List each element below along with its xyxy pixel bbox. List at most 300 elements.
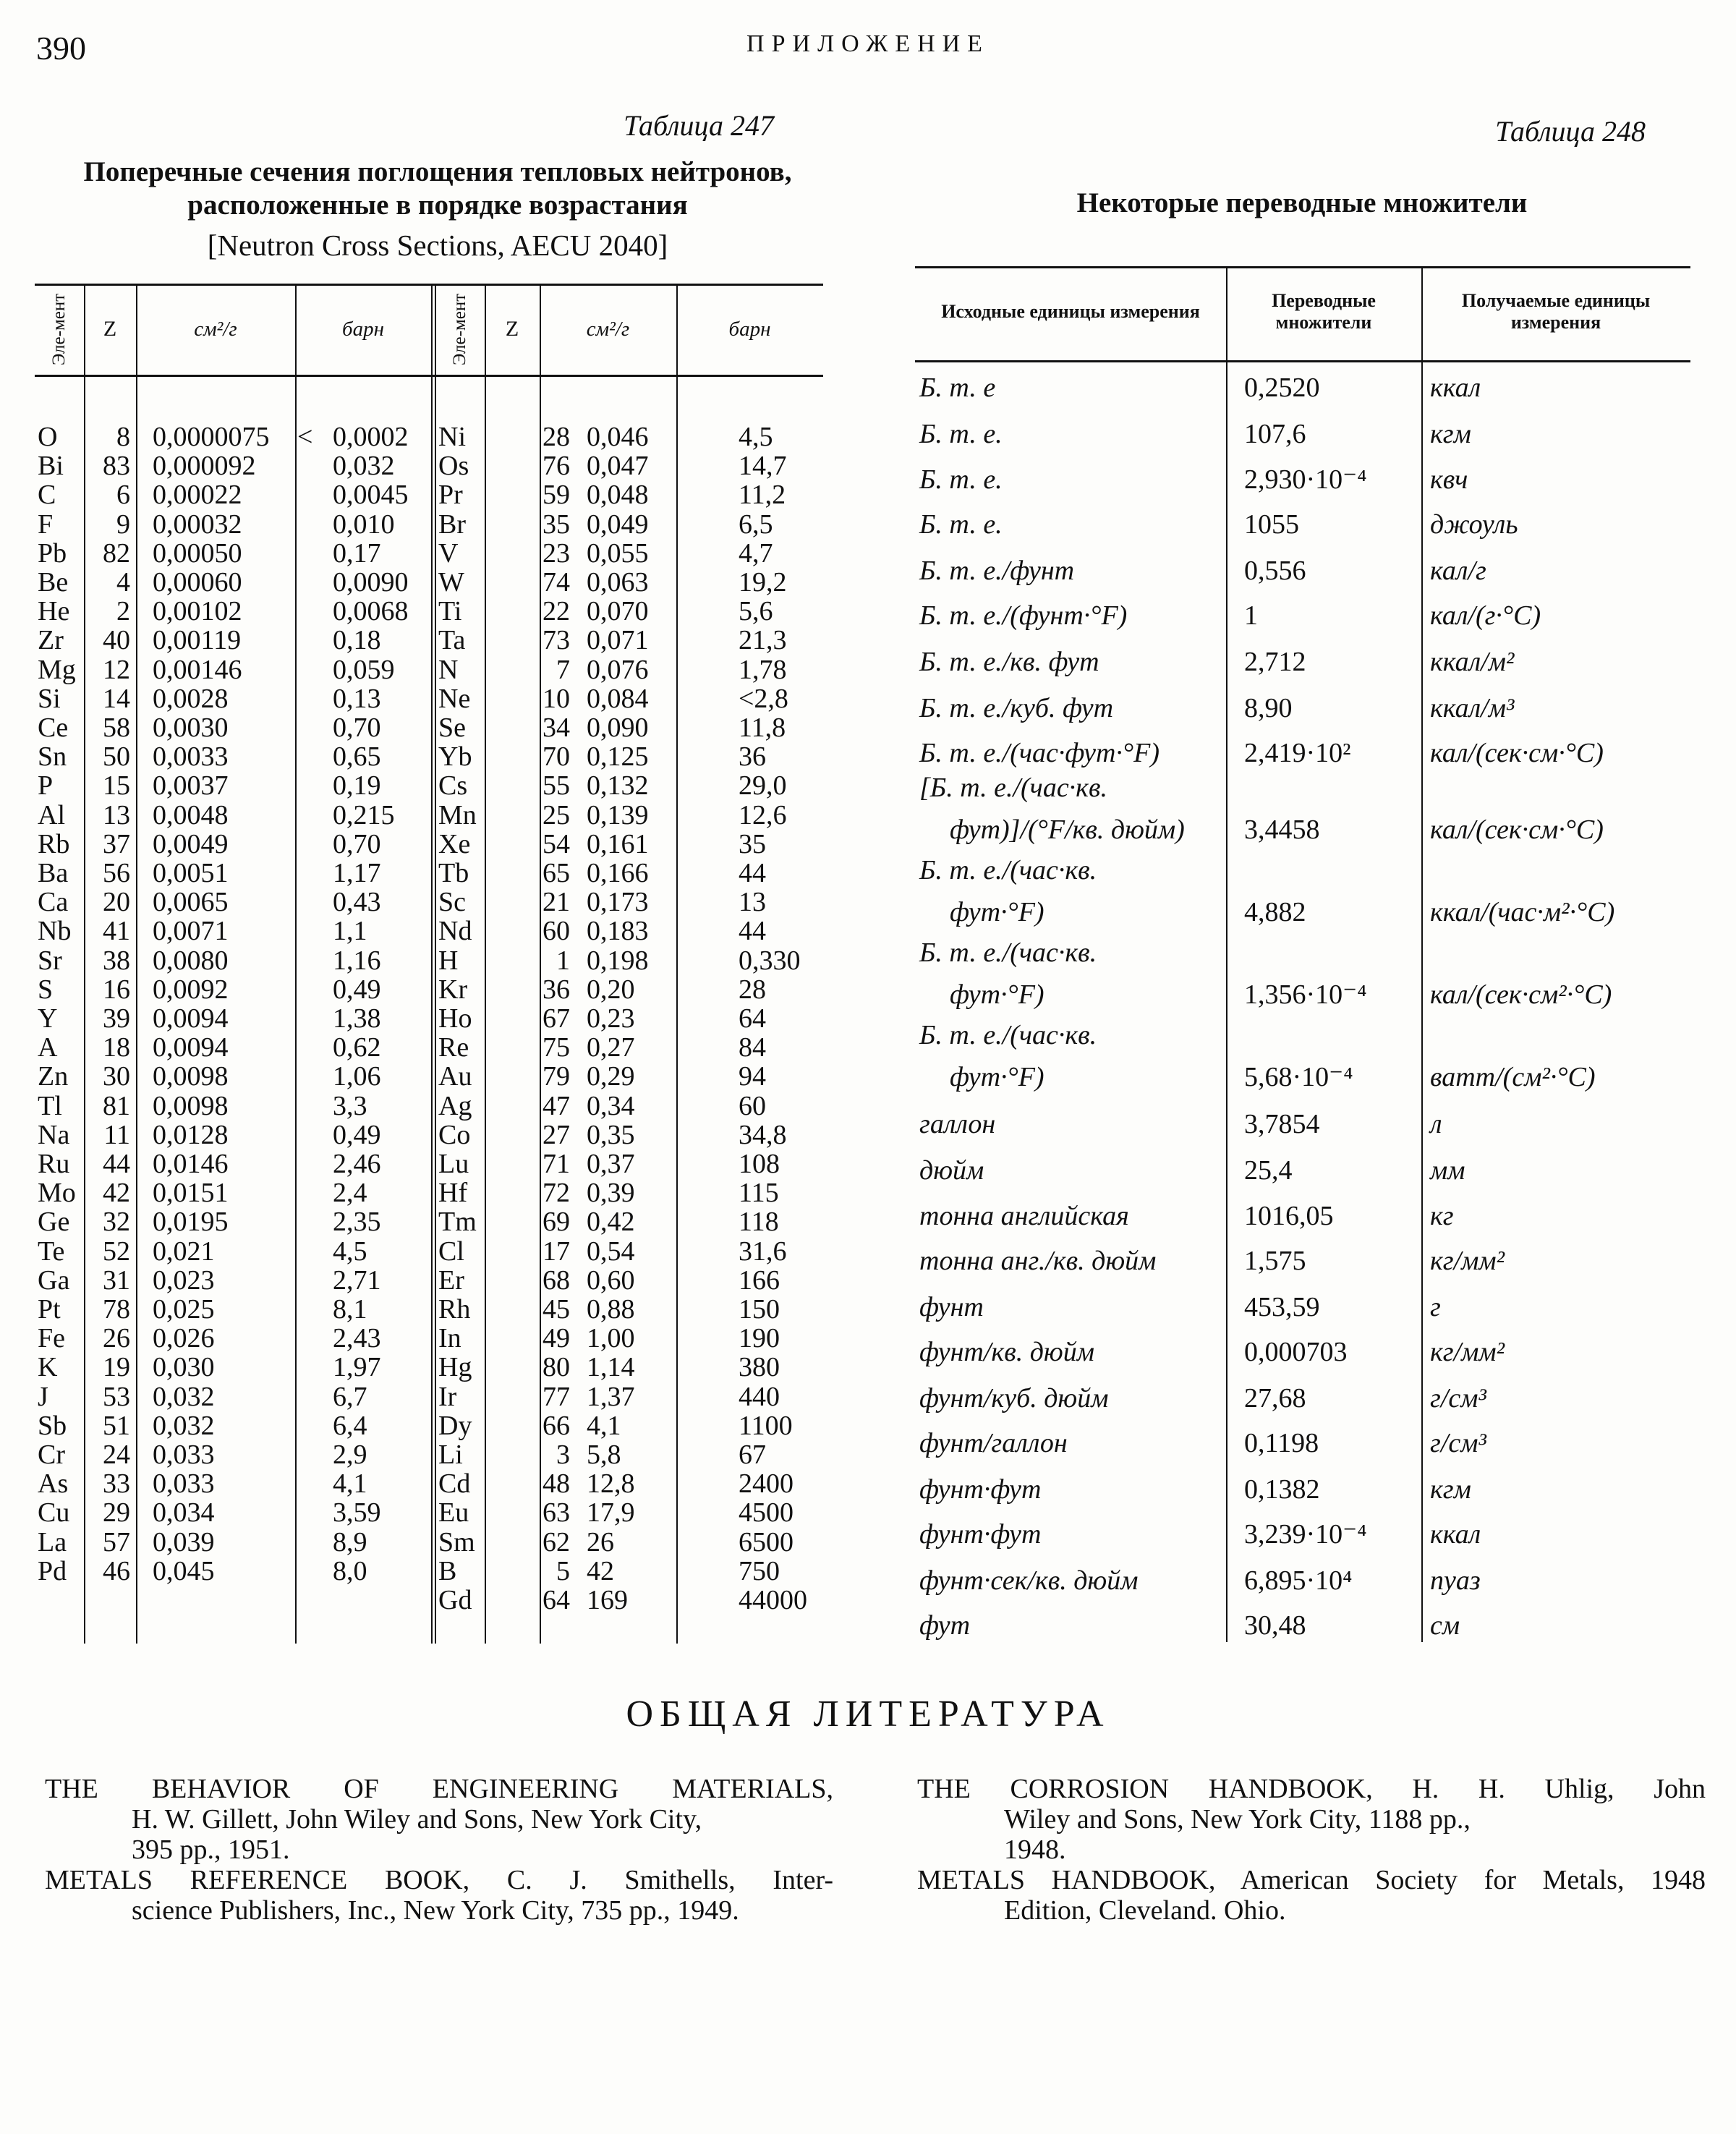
table-247-title-line2: расположенные в порядке возрастания [187,190,688,221]
barn-cell: 35 [739,828,766,859]
table-row [35,1440,823,1469]
table-247-title-line1: Поперечные сечения поглощения тепловых нейтронов, [83,156,792,187]
barn-cell: <2,8 [739,683,788,714]
z-cell: 15 [103,770,130,802]
element-cell: P [38,770,54,802]
element-cell: Co [438,1119,471,1150]
element-cell: Mo [38,1178,76,1209]
factor-cell: 0,1382 [1244,1474,1320,1505]
barn-cell: 0,0002 [333,422,409,452]
cm2g-cell: 0,00022 [153,480,242,511]
cm2g-cell: 4,1 [587,1410,621,1441]
z-cell: 49 [542,1323,570,1354]
z-cell: 70 [542,741,570,773]
factor-cell: 1,575 [1244,1246,1306,1276]
z-cell: 45 [542,1294,570,1325]
z-cell: 57 [103,1526,130,1557]
factor-cell: 0,000703 [1244,1337,1348,1367]
element-cell: Na [38,1119,70,1150]
element-cell: Ti [438,596,462,627]
cm2g-cell: 0,35 [587,1119,635,1150]
element-cell: Rh [438,1294,471,1325]
z-cell: 17 [542,1236,570,1267]
cm2g-cell: 0,0030 [153,713,229,743]
element-cell: Se [438,713,466,743]
z-cell: 9 [116,509,130,540]
header-barn: барн [342,317,384,341]
z-cell: 40 [103,625,130,656]
table-247-source: [Neutron Cross Sections, AECU 2040] [207,229,668,262]
element-cell: Re [438,1032,469,1063]
table-row [35,1469,823,1498]
table-row [35,1353,823,1382]
cm2g-cell: 0,0000075 [153,422,270,452]
factor-cell: 0,1198 [1244,1428,1319,1458]
z-cell: 74 [542,567,570,598]
barn-cell: 6,7 [333,1381,367,1412]
barn-cell: 4500 [739,1497,793,1529]
cm2g-cell: 0,00050 [153,537,242,569]
table-row [35,859,823,888]
z-cell: 24 [103,1440,130,1470]
barn-cell: 44 [739,916,766,947]
cm2g-cell: 0,063 [587,567,649,598]
barn-cell: 8,9 [333,1526,367,1557]
z-cell: 13 [103,799,130,830]
element-cell: Zn [38,1061,69,1092]
barn-cell: 0,13 [333,683,381,714]
cm2g-cell: 26 [587,1526,614,1557]
cm2g-cell: 0,084 [587,683,649,714]
cm2g-cell: 0,00102 [153,596,242,627]
source-unit-cell: фунт/кв. дюйм [919,1337,1094,1367]
cm2g-cell: 0,60 [587,1264,635,1296]
barn-cell: 3,3 [333,1090,367,1121]
z-cell: 14 [103,683,130,714]
barn-cell: 34,8 [739,1119,787,1150]
barn-cell: 11,2 [739,480,786,511]
cm2g-cell: 42 [587,1555,614,1586]
z-cell: 11 [103,1119,130,1150]
result-unit-cell: кал/(г·°C) [1430,600,1541,631]
table-row [35,510,823,539]
z-cell: 47 [542,1090,570,1121]
barn-cell: 0,17 [333,537,381,569]
header-result-units: Получаемые единицы измерения [1461,289,1651,333]
result-unit-cell: кал/г [1430,556,1486,586]
z-cell: 54 [542,828,570,859]
element-cell: J [38,1381,48,1412]
cm2g-cell: 0,166 [587,858,649,888]
factor-cell: 0,2520 [1244,373,1320,403]
z-cell: 71 [542,1149,570,1179]
element-cell: Os [438,451,469,482]
element-cell: Cd [438,1468,471,1500]
barn-cell: 0,70 [333,828,381,859]
reference-line: Wiley and Sons, New York City, 1188 pp., [1004,1804,1471,1835]
factor-cell: 1016,05 [1244,1201,1334,1231]
cm2g-cell: 0,161 [587,828,649,859]
result-unit-cell: джоуль [1430,509,1518,540]
header-element-2: Эле-мент [450,293,470,365]
reference-line: THE CORROSION HANDBOOK, H. H. Uhlig, John [917,1774,1706,1804]
source-unit-cell: тонна анг./кв. дюйм [919,1246,1157,1276]
z-cell: 23 [542,537,570,569]
table-row [35,1121,823,1149]
cm2g-cell: 0,0098 [153,1061,229,1092]
element-cell: Au [438,1061,472,1092]
table-row [35,626,823,655]
cm2g-cell: 5,8 [587,1440,621,1470]
cm2g-cell: 0,42 [587,1207,635,1238]
cm2g-cell: 0,000092 [153,451,256,482]
factor-cell: 2,712 [1244,647,1306,677]
element-cell: Ir [438,1381,457,1412]
z-cell: 68 [542,1264,570,1296]
header-element: Эле-мент [49,293,69,365]
z-cell: 39 [103,1003,130,1034]
source-unit-cell: фунт/галлон [919,1428,1068,1458]
table-row [35,1411,823,1440]
element-cell: Li [438,1440,463,1470]
factor-cell: 107,6 [1244,419,1306,449]
source-unit-cell: [Б. т. е./(час·кв. [919,773,1107,803]
barn-cell: 2,9 [333,1440,367,1470]
source-unit-cell: галлон [919,1109,996,1139]
element-cell: Er [438,1264,464,1296]
cm2g-cell: 0,049 [587,509,649,540]
cm2g-cell: 0,132 [587,770,649,802]
factor-cell: 8,90 [1244,693,1293,723]
element-cell: Ca [38,887,69,918]
z-cell: 65 [542,858,570,888]
result-unit-cell: см [1430,1610,1460,1641]
table-248-label: Таблица 248 [1495,115,1646,148]
page-number: 390 [36,30,86,67]
element-cell: H [438,945,459,976]
barn-cell: 0,43 [333,887,381,918]
barn-cell: 0,19 [333,770,381,802]
table-row [35,1207,823,1236]
element-cell: Sr [38,945,62,976]
cm2g-cell: 0,29 [587,1061,635,1092]
z-cell: 25 [542,799,570,830]
barn-cell: 12,6 [739,799,787,830]
cm2g-cell: 0,39 [587,1178,635,1209]
source-unit-cell: фут [919,1610,971,1641]
cm2g-cell: 0,090 [587,713,649,743]
source-unit-cell: Б. т. е./(фунт·°F) [919,600,1128,631]
factor-cell: 453,59 [1244,1292,1320,1322]
element-cell: Zr [38,625,64,656]
z-cell: 72 [542,1178,570,1209]
cm2g-cell: 0,23 [587,1003,635,1034]
barn-cell: 108 [739,1149,780,1179]
cm2g-cell: 0,00119 [153,625,242,656]
z-cell: 82 [103,537,130,569]
barn-cell: 1,1 [333,916,367,947]
table-row [35,480,823,509]
barn-cell: 0,0090 [333,567,409,598]
table-row [35,1266,823,1295]
factor-cell: 3,7854 [1244,1109,1320,1139]
table-247-title [22,156,854,222]
element-cell: Br [438,509,466,540]
table-row [35,568,823,597]
element-cell: Fe [38,1323,65,1354]
table-header-rule [915,360,1690,362]
barn-cell: 6500 [739,1526,793,1557]
cm2g-cell: 0,27 [587,1032,635,1063]
cm2g-cell: 1,00 [587,1323,635,1354]
barn-cell: 5,6 [739,596,773,627]
source-unit-cell: фунт·фут [919,1474,1042,1505]
z-cell: 8 [116,422,130,452]
table-row [35,1149,823,1178]
cm2g-cell: 0,0080 [153,945,229,976]
barn-cell: 0,49 [333,1119,381,1150]
barn-cell: 44000 [739,1585,807,1615]
reference-line: 395 pp., 1951. [132,1835,290,1865]
table-row [35,946,823,975]
element-cell: Ga [38,1264,70,1296]
source-unit-cell: тонна английская [919,1201,1129,1231]
barn-cell: 28 [739,974,766,1005]
element-cell: Te [38,1236,65,1267]
table-row [35,1033,823,1062]
z-cell: 59 [542,480,570,511]
element-cell: Ne [438,683,471,714]
source-unit-cell-cont: фут·°F) [950,1062,1044,1092]
element-cell: O [38,422,58,452]
cm2g-cell: 0,00146 [153,654,242,685]
element-cell: Hg [438,1352,472,1383]
factor-cell: 0,556 [1244,556,1306,586]
table-header-rule [35,375,823,377]
z-cell: 22 [542,596,570,627]
factor-cell: 2,419·10² [1244,738,1351,768]
element-cell: Sm [438,1526,475,1557]
barn-cell: 13 [739,887,766,918]
cm2g-cell: 0,00060 [153,567,242,598]
element-cell: Al [38,799,65,830]
reference-line: H. W. Gillett, John Wiley and Sons, New York City, [132,1804,702,1835]
source-unit-cell: фунт [919,1292,984,1322]
table-row [35,801,823,830]
result-unit-cell: ккал/м² [1430,647,1515,677]
z-cell: 69 [542,1207,570,1238]
barn-cell: 0,0068 [333,596,409,627]
source-unit-cell: Б. т. е./(час·кв. [919,855,1097,885]
z-cell: 29 [103,1497,130,1529]
header-z-2: Z [505,317,519,341]
reference-line: 1948. [1004,1835,1066,1865]
element-cell: Tm [438,1207,477,1238]
table-row [35,539,823,568]
cm2g-cell: 0,034 [153,1497,215,1529]
element-cell: Y [38,1003,58,1034]
factor-cell: 25,4 [1244,1155,1293,1186]
z-cell: 76 [542,451,570,482]
neutron-cross-section-table [35,284,823,1644]
z-cell: 2 [116,596,130,627]
cm2g-cell: 0,045 [153,1555,215,1586]
cm2g-cell: 0,048 [587,480,649,511]
element-cell: Lu [438,1149,469,1179]
z-cell: 51 [103,1410,130,1441]
barn-cell: 1100 [739,1410,793,1441]
cm2g-cell: 0,0028 [153,683,229,714]
z-cell: 36 [542,974,570,1005]
z-cell: 10 [542,683,570,714]
source-unit-cell: Б. т. е./(час·фут·°F) [919,738,1160,768]
result-unit-cell: г [1430,1292,1441,1322]
cm2g-cell: 0,0065 [153,887,229,918]
cm2g-cell: 169 [587,1585,628,1615]
z-cell: 32 [103,1207,130,1238]
header-z: Z [103,317,117,341]
element-cell: Ho [438,1003,472,1034]
result-unit-cell: ккал/м³ [1430,693,1515,723]
cm2g-cell: 0,0071 [153,916,229,947]
z-cell: 75 [542,1032,570,1063]
result-unit-cell: мм [1430,1155,1465,1186]
element-cell: Si [38,683,61,714]
element-cell: Nd [438,916,472,947]
result-unit-cell: кг [1430,1201,1454,1231]
cm2g-cell: 0,039 [153,1526,215,1557]
barn-cell: 380 [739,1352,780,1383]
barn-cell: 11,8 [739,713,786,743]
barn-cell: 19,2 [739,567,787,598]
z-cell: 5 [556,1555,570,1586]
barn-cell: 8,0 [333,1555,367,1586]
z-cell: 16 [103,974,130,1005]
z-cell: 77 [542,1381,570,1412]
element-cell: Bi [38,451,64,482]
factor-cell: 4,882 [1244,897,1306,927]
factor-cell: 3,4458 [1244,815,1320,845]
z-cell: 31 [103,1264,130,1296]
element-cell: A [38,1032,58,1063]
barn-cell: 2,43 [333,1323,381,1354]
z-cell: 67 [542,1003,570,1034]
barn-cell: 150 [739,1294,780,1325]
result-unit-cell: кал/(сек·см·°C) [1430,738,1604,768]
z-cell: 35 [542,509,570,540]
table-row [35,1178,823,1207]
element-cell: Rb [38,828,70,859]
barn-cell: 31,6 [739,1236,787,1267]
z-cell: 63 [542,1497,570,1529]
source-unit-cell: Б. т. е./кв. фут [919,647,1099,677]
element-cell: Ta [438,625,466,656]
factor-cell: 30,48 [1244,1610,1306,1641]
barn-cell: 750 [739,1555,780,1586]
table-top-rule [915,266,1690,268]
cm2g-cell: 0,070 [587,596,649,627]
barn-cell: 4,1 [333,1468,367,1500]
factor-cell: 2,930·10⁻⁴ [1244,464,1367,495]
source-unit-cell: Б. т. е. [919,509,1003,540]
element-cell: Sb [38,1410,67,1441]
cm2g-cell: 0,139 [587,799,649,830]
cm2g-cell: 0,071 [587,625,649,656]
element-cell: V [438,537,459,569]
cm2g-cell: 0,20 [587,974,635,1005]
cm2g-cell: 0,055 [587,537,649,569]
result-unit-cell: кгм [1430,419,1471,449]
table-row [35,917,823,945]
factor-cell: 6,895·10⁴ [1244,1565,1353,1596]
cm2g-cell: 0,0049 [153,828,229,859]
z-cell: 83 [103,451,130,482]
result-unit-cell: квч [1430,464,1468,495]
barn-cell: 1,97 [333,1352,381,1383]
element-cell: Cr [38,1440,65,1470]
cm2g-cell: 0,198 [587,945,649,976]
cm2g-cell: 0,0146 [153,1149,229,1179]
z-cell: 78 [103,1294,130,1325]
element-cell: Hf [438,1178,468,1209]
barn-cell: 166 [739,1264,780,1296]
table-row [35,1324,823,1353]
reference-line: science Publishers, Inc., New York City, 735 pp., 1949. [132,1895,739,1926]
z-cell: 64 [542,1585,570,1615]
z-cell: 33 [103,1468,130,1500]
z-cell: 81 [103,1090,130,1121]
element-cell: Pt [38,1294,61,1325]
element-cell: He [38,596,70,627]
cm2g-cell: 1,37 [587,1381,635,1412]
barn-cell: 6,4 [333,1410,367,1441]
barn-cell: 0,059 [333,654,395,685]
literature-heading: ОБЩАЯ ЛИТЕРАТУРА [626,1693,1110,1735]
element-cell: Cl [438,1236,464,1267]
cm2g-cell: 0,032 [153,1410,215,1441]
z-cell: 66 [542,1410,570,1441]
element-cell: La [38,1526,67,1557]
factor-cell: 5,68·10⁻⁴ [1244,1062,1353,1092]
element-cell: Ni [438,422,466,452]
cm2g-cell: 0,047 [587,451,649,482]
running-title: ПРИЛОЖЕНИЕ [746,30,990,57]
source-unit-cell: Б. т. е./куб. фут [919,693,1114,723]
element-cell: Kr [438,974,468,1005]
z-cell: 12 [103,654,130,685]
element-cell: Cs [438,770,468,802]
element-cell: K [38,1352,58,1383]
element-cell: B [438,1555,457,1586]
element-cell: N [438,654,459,685]
barn-cell: 190 [739,1323,780,1354]
element-cell: Sc [438,887,466,918]
source-unit-cell-cont: фут·°F) [950,897,1044,927]
barn-cell: 8,1 [333,1294,367,1325]
barn-cell: 6,5 [739,509,773,540]
table-row [35,451,823,480]
cm2g-cell: 0,030 [153,1352,215,1383]
barn-cell: 1,06 [333,1061,381,1092]
table-248-title: Некоторые переводные множители [1076,187,1528,218]
reference-item [917,1865,1706,1926]
z-cell: 19 [103,1352,130,1383]
z-cell: 41 [103,916,130,947]
table-row [35,1062,823,1091]
table-row [35,713,823,742]
factor-cell: 1,356·10⁻⁴ [1244,979,1367,1010]
barn-cell: 1,17 [333,858,381,888]
